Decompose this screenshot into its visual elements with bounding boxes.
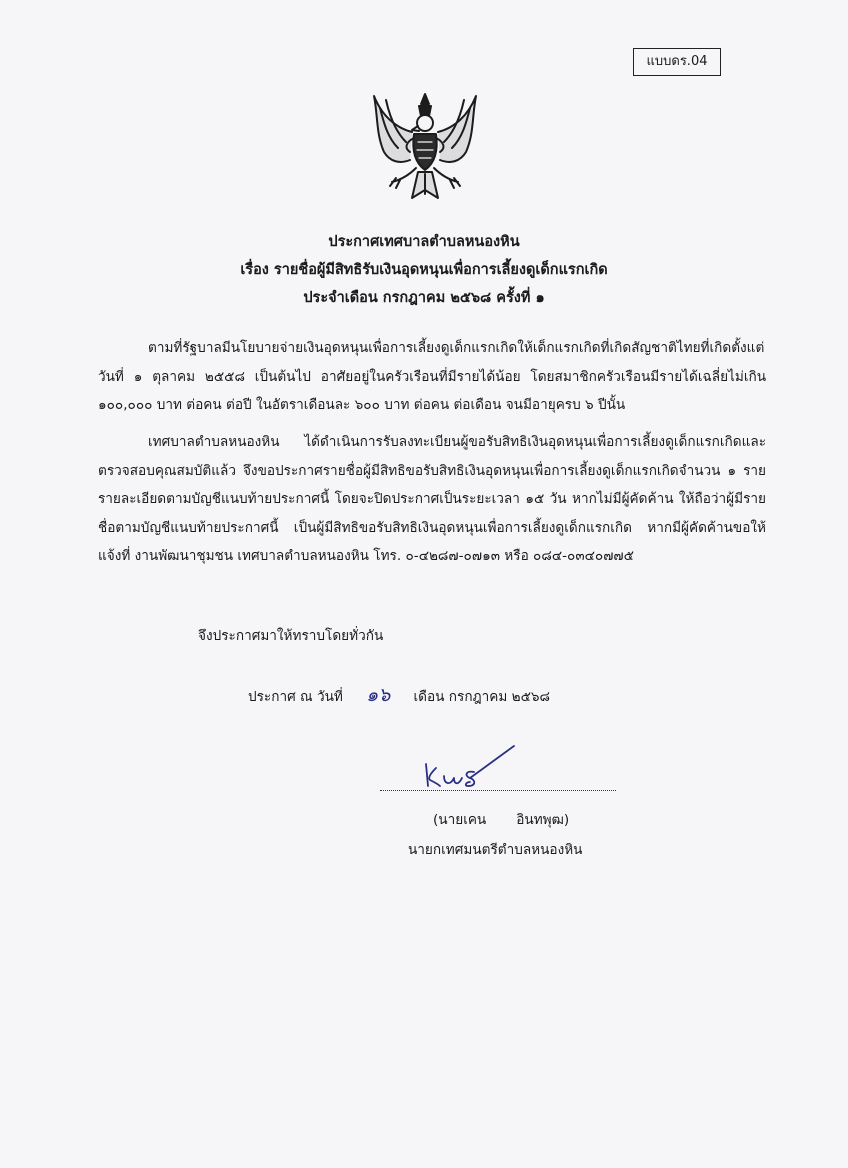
closing-statement: จึงประกาศมาให้ทราบโดยทั่วกัน [198,628,384,644]
signer-first-name: (นายเคน [433,812,487,828]
date-suffix: เดือน กรกฎาคม ๒๕๖๘ [413,689,551,705]
body-paragraph-2-text: เทศบาลตำบลหนองหิน ได้ดำเนินการรับลงทะเบียนผู้ขอรับสิทธิเงินอุดหนุนเพื่อการเลี้ยงดูเด็กแรกเกิดและตรวจสอบคุณสมบัติแล้ว จึงขอประกาศรายชื่อผู้มีสิทธิขอรับสิทธิเงินอุดหนุนเพื่อการเลี้ยงดูเด็กแรกเกิดจำนวน ๑ ราย รายละเอียดตามบัญชีแนบท้ายประกาศนี้ โดยจะปิดประกาศเป็นระยะเวลา ๑๕ วัน หากไม่มีผู้คัดค้าน ให้ถือว่าผู้มีรายชื่อตามบัญชีแนบท้ายประกาศนี้ เป็นผู้มีสิทธิขอรับสิทธิเงินอุดหนุนเพื่อการเลี้ยงดูเด็กแรกเกิด หากมีผู้คัดค้านขอให้แจ้งที่ งานพัฒนาชุมชน เทศบาลตำบลหนองหิน โทร. ๐-๔๒๘๗-๐๗๑๓ หรือ ๐๘๔-๐๓๔๐๗๗๕ [98,434,766,565]
body-paragraph-1-text: ตามที่รัฐบาลมีนโยบายจ่ายเงินอุดหนุนเพื่อการเลี้ยงดูเด็กแรกเกิดให้เด็กแรกเกิดที่เกิดสัญชาติไทยที่เกิดตั้งแต่วันที่ ๑ ตุลาคม ๒๕๕๘ เป็นต้นไป อาศัยอยู่ในครัวเรือนที่มีรายได้น้อย โดยสมาชิกครัวเรือนมีรายได้เฉลี่ยไม่เกิน ๑๐๐,๐๐๐ บาท ต่อคน ต่อปี ในอัตราเดือนละ ๖๐๐ บาท ต่อคน ต่อเดือน จนมีอายุครบ ๖ ปีนั้น [98,340,766,414]
announcement-period: ประจำเดือน กรกฎาคม ๒๕๖๘ ครั้งที่ ๑ [303,290,545,306]
garuda-emblem-icon [366,90,484,208]
announcement-subject: เรื่อง รายชื่อผู้มีสิทธิรับเงินอุดหนุนเพื่อการเลี้ยงดูเด็กแรกเกิด [240,262,608,278]
signer-title: นายกเทศมนตรีตำบลหนองหิน [408,842,583,858]
form-code-box: แบบดร.04 [633,48,721,76]
body-paragraph-1 [98,334,766,420]
body-paragraph-2 [98,428,766,571]
signature-line [380,790,616,791]
date-day-handwritten: ๑๖ [366,684,391,706]
signer-last-name: อินทพุฒ) [516,812,570,828]
announcement-date [248,680,550,710]
announcement-title: ประกาศเทศบาลตำบลหนองหิน [328,234,520,250]
signer-name [433,808,569,830]
handwritten-signature [418,742,518,794]
date-prefix: ประกาศ ณ วันที่ [248,689,343,705]
